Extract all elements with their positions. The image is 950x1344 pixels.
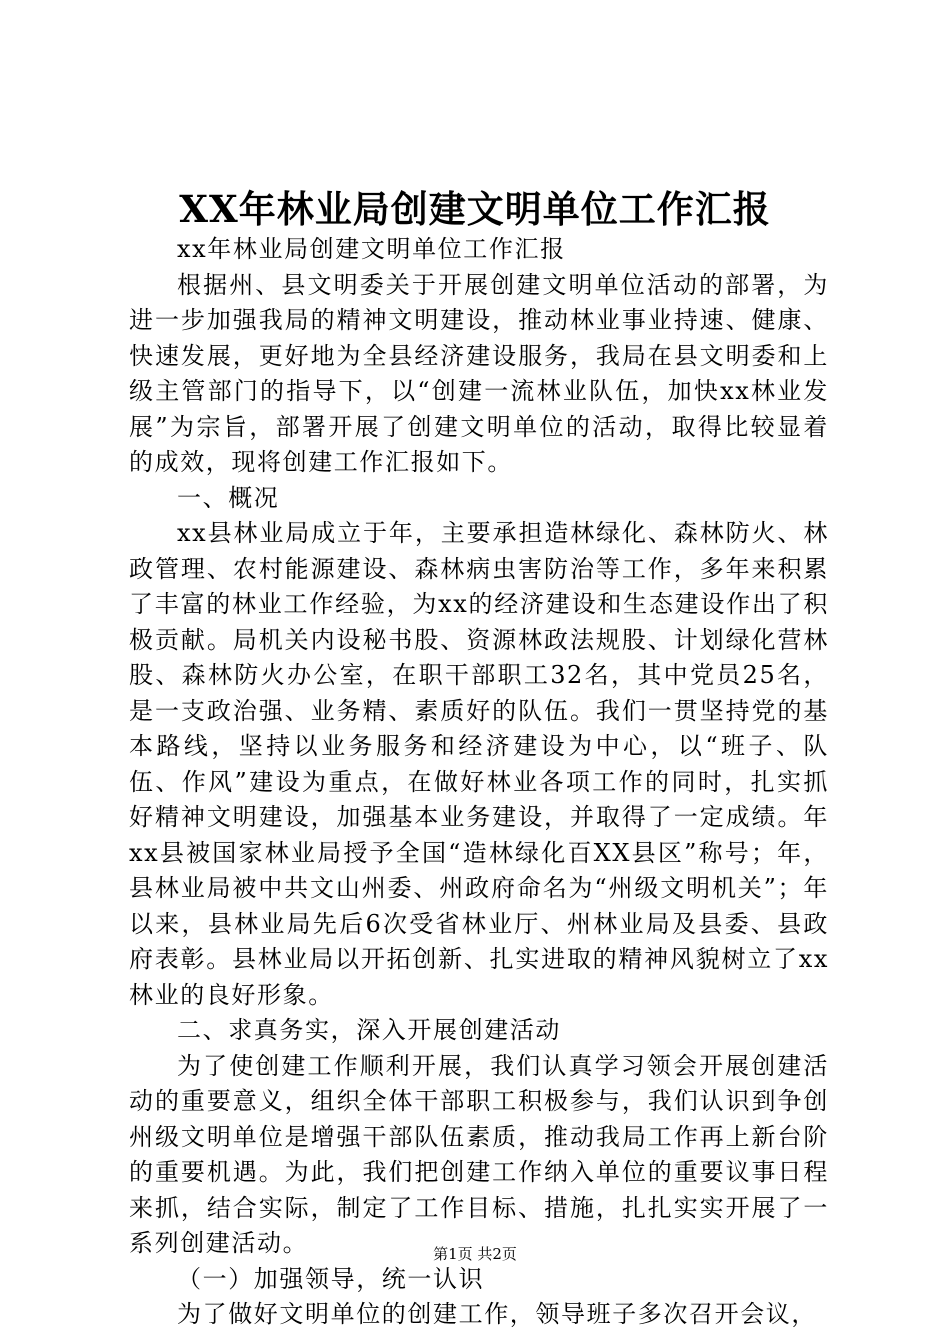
paragraph-leadership: 为了做好文明单位的创建工作，领导班子多次召开会议， xyxy=(177,1300,817,1328)
paragraph-intro: 根据州、县文明委关于开展创建文明单位活动的部署，为进一步加强我局的精神文明建设，推动林业事业持速、健康、快速发展，更好地为全县经济建设服务，我局在县文明委和上级主管部门的指导下，以“创建一流林业队伍，加快xx林业发展”为宗旨，部署开展了创建文明单位的活动，取得比较显着的成效，现将创建工作汇报如下。 xyxy=(129,270,829,476)
document-body xyxy=(129,232,829,1333)
document-title: XX年林业局创建文明单位工作汇报 xyxy=(179,187,771,231)
subsection-heading-leadership: （一）加强领导，统一认识 xyxy=(177,1264,485,1293)
paragraph-activities: 为了使创建工作顺利开展，我们认真学习领会开展创建活动的重要意义，组织全体干部职工积极参与，我们认识到争创州级文明单位是增强干部队伍素质，推动我局工作再上新台阶的重要机遇。为此，我们把创建工作纳入单位的重要议事日程来抓，结合实际，制定了工作目标、措施，扎扎实实开展了一系列创建活动。 xyxy=(129,1051,829,1257)
section-heading-overview: 一、概况 xyxy=(177,483,280,512)
page-number-footer: 第1页 共2页 xyxy=(433,1245,517,1263)
paragraph-subtitle: xx年林业局创建文明单位工作汇报 xyxy=(177,235,566,263)
paragraph-overview: xx县林业局成立于年，主要承担造林绿化、森林防火、林政管理、农村能源建设、森林病虫害防治等工作，多年来积累了丰富的林业工作经验，为xx的经济建设和生态建设作出了积极贡献。局机关内设秘书股、资源林政法规股、计划绿化营林股、森林防火办公室，在职干部职工32名，其中党员25名，是一支政治强、业务精、素质好的队伍。我们一贯坚持党的基本路线，坚持以业务服务和经济建设为中心，以“班子、队伍、作风”建设为重点，在做好林业各项工作的同时，扎实抓好精神文明建设，加强基本业务建设，并取得了一定成绩。年xx县被国家林业局授予全国“造林绿化百XX县区”称号；年，县林业局被中共文山州委、州政府命名为“州级文明机关”；年以来，县林业局先后6次受省林业厅、州林业局及县委、县政府表彰。县林业局以开拓创新、扎实进取的精神风貌树立了xx林业的良好形象。 xyxy=(129,519,829,1009)
section-heading-activities: 二、求真务实，深入开展创建活动 xyxy=(177,1016,561,1044)
